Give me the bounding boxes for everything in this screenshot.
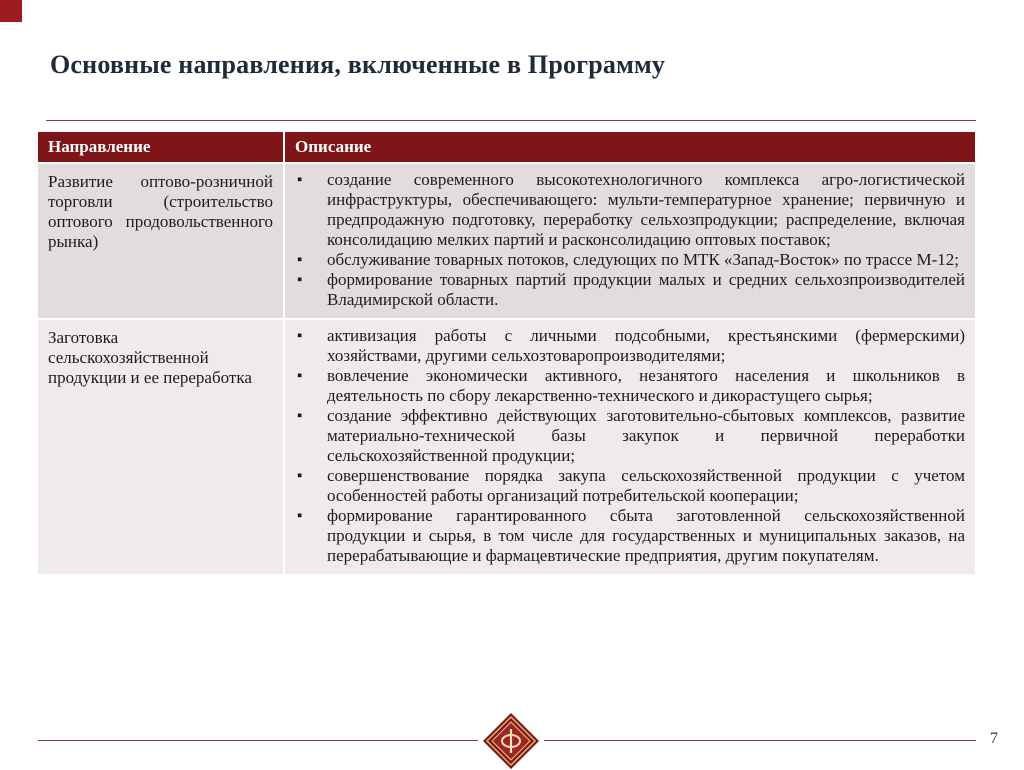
item-text: формирование товарных партий продукции малых и средних сельхозпроизводителей Владимирской области. [327,270,965,309]
bullet-icon: ▪ [297,272,303,288]
bullet-icon: ▪ [297,368,303,384]
list-item [295,170,965,250]
table-row [38,319,975,574]
header-description: Описание [284,132,975,163]
list-item [295,366,965,406]
item-text: активизация работы с личными подсобными, крестьянскими (фермерскими) хозяйствами, другими сельхозтоваропроизводителями; [327,326,965,365]
item-text: совершенствование порядка закупа сельскохозяйственной продукции с учетом особенностей работы организаций потребительской кооперации; [327,466,965,505]
item-text: формирование гарантированного сбыта заготовленной сельскохозяйственной продукции и сырья, в том числе для государственных и муниципальных заказов, на перерабатывающие и фармацевтические предприятия, другим покупателям. [327,506,965,565]
footer-divider-right [544,740,976,741]
list-item [295,466,965,506]
direction-cell: Заготовка сельскохозяйственной продукции и ее переработка [38,319,284,574]
bullet-icon: ▪ [297,408,303,424]
bullet-icon: ▪ [297,468,303,484]
program-table [38,132,975,574]
description-list [295,326,965,566]
bullet-icon: ▪ [297,508,303,524]
direction-cell: Развитие оптово-розничной торговли (строительство оптового продовольственного рынка) [38,163,284,319]
title-divider [46,120,976,121]
item-text: создание современного высокотехнологичного комплекса агро-логистической инфраструктуры, обеспечивающего: мульти-температурное хранение; первичную и предпродажную подготовку, переработку сельхозпродукции; распределение, включая консолидацию мелких партий и расконсолидацию оптовых поставок; [327,170,965,249]
item-text: вовлечение экономически активного, незанятого населения и школьников в деятельность по сбору лекарственно-технического и дикорастущего сырья; [327,366,965,405]
bullet-icon: ▪ [297,252,303,268]
description-list [295,170,965,310]
item-text: создание эффективно действующих заготовительно-сбытовых комплексов, развитие материально-технической базы закупок и первичной переработки сельскохозяйственной продукции; [327,406,965,465]
item-text: обслуживание товарных потоков, следующих по МТК «Запад-Восток» по трассе М-12; [327,250,959,269]
list-item [295,506,965,566]
page-title: Основные направления, включенные в Программу [50,50,666,79]
bullet-icon: ▪ [297,172,303,188]
description-cell [284,319,975,574]
footer-divider-left [38,740,478,741]
bullet-icon: ▪ [297,328,303,344]
program-table-container [38,132,975,574]
list-item [295,326,965,366]
description-cell [284,163,975,319]
emblem-logo-icon [482,712,540,770]
header-direction: Направление [38,132,284,163]
list-item [295,250,965,270]
table-header-row [38,132,975,163]
corner-decoration [0,0,22,22]
page-number: 7 [990,730,998,747]
list-item [295,270,965,310]
table-row [38,163,975,319]
list-item [295,406,965,466]
